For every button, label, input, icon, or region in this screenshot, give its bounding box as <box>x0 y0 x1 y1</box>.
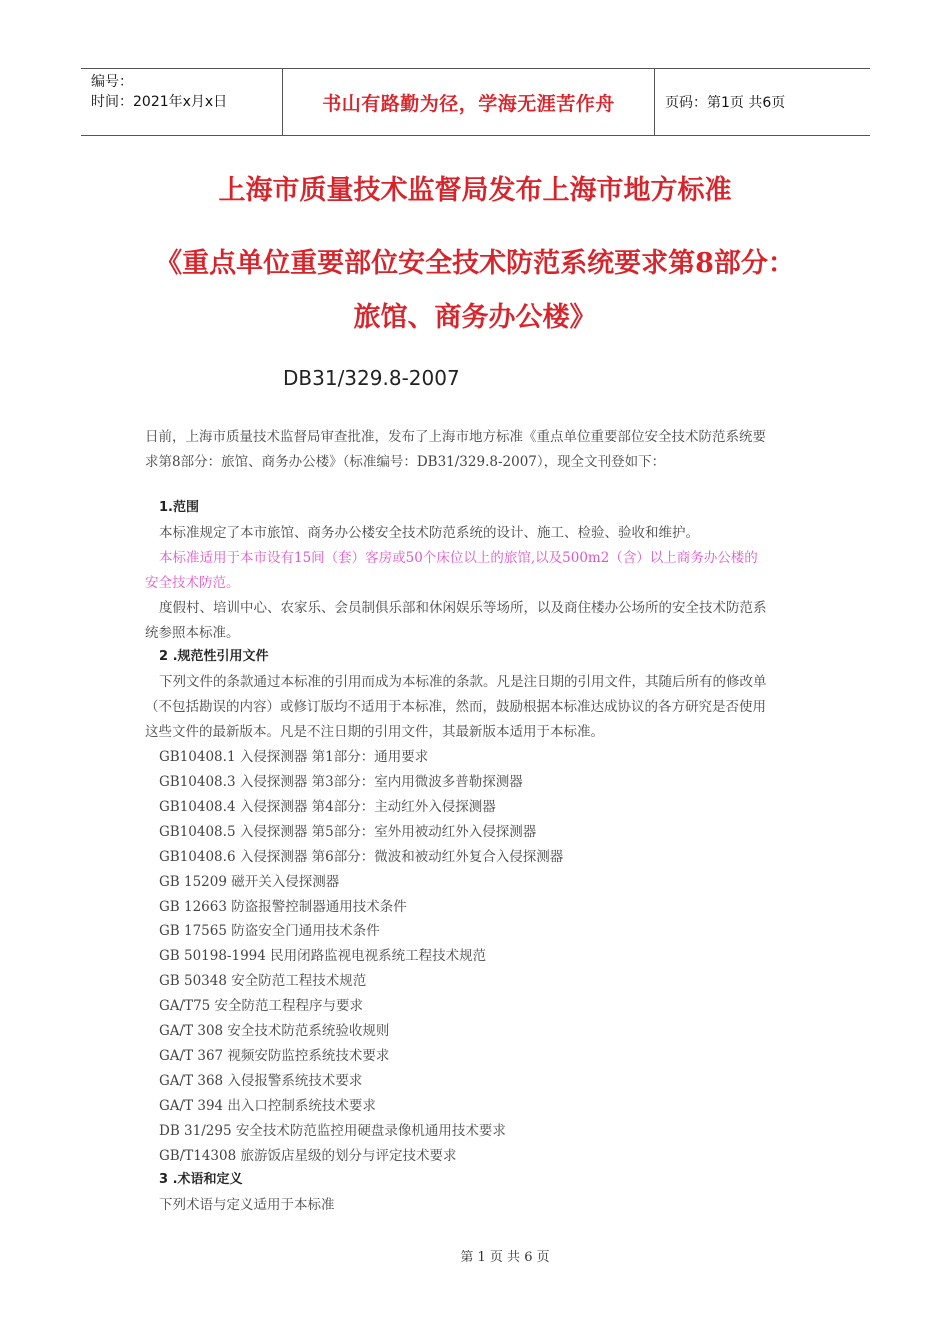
reference-item: GB 17565 防盗安全门通用技术条件 <box>159 923 380 940</box>
reference-item: DB 31/295 安全技术防范监控用硬盘录像机通用技术要求 <box>159 1122 506 1139</box>
intro-line: 求第8部分：旅馆、商务办公楼》（标准编号：DB31/329.8-2007），现全文刊登如下： <box>145 454 666 470</box>
reference-item: GB 12663 防盗报警控制器通用技术条件 <box>159 898 407 915</box>
document-number: 编号： <box>91 74 133 90</box>
reference-item: GA/T 394 出入口控制系统技术要求 <box>159 1097 376 1114</box>
reference-item: GB10408.4 入侵探测器 第4部分：主动红外入侵探测器 <box>159 798 496 815</box>
highlighted-paragraph-line: 安全技术防范。 <box>145 574 240 591</box>
document-title-block <box>0 237 950 345</box>
reference-item: GB10408.3 入侵探测器 第3部分：室内用微波多普勒探测器 <box>159 773 523 790</box>
header-left-cell <box>81 69 282 135</box>
reference-item: GA/T 368 入侵报警系统技术要求 <box>159 1072 363 1089</box>
reference-item: GB10408.6 入侵探测器 第6部分：微波和被动红外复合入侵探测器 <box>159 848 564 865</box>
standard-code: DB31/329.8-2007 <box>283 366 460 390</box>
section-heading: 2 .规范性引用文件 <box>159 649 269 665</box>
document-title-line1: 上海市质量技术监督局发布上海市地方标准 <box>218 175 732 206</box>
section-heading: 1.范围 <box>159 500 199 515</box>
paragraph-line: 本标准规定了本市旅馆、商务办公楼安全技术防范系统的设计、施工、检验、验收和维护。 <box>159 524 699 541</box>
paragraph-line: 统参照本标准。 <box>145 624 240 641</box>
highlighted-paragraph-line: 本标准适用于本市设有15间（套）客房或50个床位以上的旅馆,以及500m2（含）以上商务办公楼的 <box>159 549 758 566</box>
reference-item: GB 15209 磁开关入侵探测器 <box>159 873 340 890</box>
header-table <box>81 68 870 136</box>
paragraph-line: 下列术语与定义适用于本标准 <box>159 1197 335 1214</box>
intro-paragraph <box>145 425 810 475</box>
document-title-line3: 旅馆、商务办公楼》 <box>353 302 597 333</box>
paragraph-line: 下列文件的条款通过本标准的引用而成为本标准的条款。凡是注日期的引用文件，其随后所有的修改单 <box>159 674 767 691</box>
section-heading: 3 .术语和定义 <box>159 1172 243 1188</box>
paragraph-line: （不包括勘误的内容）或修订版均不适用于本标准，然而，鼓励根据本标准达成协议的各方研究是否使用 <box>145 699 766 716</box>
reference-item: GB10408.1 入侵探测器 第1部分：通用要求 <box>159 749 429 766</box>
reference-item: GB/T14308 旅游饭店星级的划分与评定技术要求 <box>159 1147 457 1164</box>
reference-item: GA/T 367 视频安防监控系统技术要求 <box>159 1047 390 1064</box>
document-date: 时间：2021年x月x日 <box>91 94 228 110</box>
document-title-line2: 《重点单位重要部位安全技术防范系统要求第8部分： <box>155 248 795 279</box>
header-page-info: 页码：第1页 共6页 <box>665 95 786 111</box>
reference-item: GB10408.5 入侵探测器 第5部分：室外用被动红外入侵探测器 <box>159 823 537 840</box>
header-motto: 书山有路勤为径，学海无涯苦作舟 <box>282 69 655 135</box>
reference-item: GA/T 308 安全技术防范系统验收规则 <box>159 1023 390 1040</box>
reference-item: GB 50348 安全防范工程技术规范 <box>159 973 367 990</box>
paragraph-line: 这些文件的最新版本。凡是不注日期的引用文件，其最新版本适用于本标准。 <box>145 724 604 741</box>
reference-item: GB 50198-1994 民用闭路监视电视系统工程技术规范 <box>159 948 487 965</box>
reference-item: GA/T75 安全防范工程程序与要求 <box>159 998 364 1015</box>
document-body <box>145 496 815 1218</box>
intro-line: 日前，上海市质量技术监督局审查批准，发布了上海市地方标准《重点单位重要部位安全技术防范系统要 <box>145 429 766 445</box>
page-footer: 第 1 页 共 6 页 <box>460 1250 550 1265</box>
paragraph-line: 度假村、培训中心、农家乐、会员制俱乐部和休闲娱乐等场所，以及商住楼办公场所的安全技术防范系 <box>159 599 767 616</box>
